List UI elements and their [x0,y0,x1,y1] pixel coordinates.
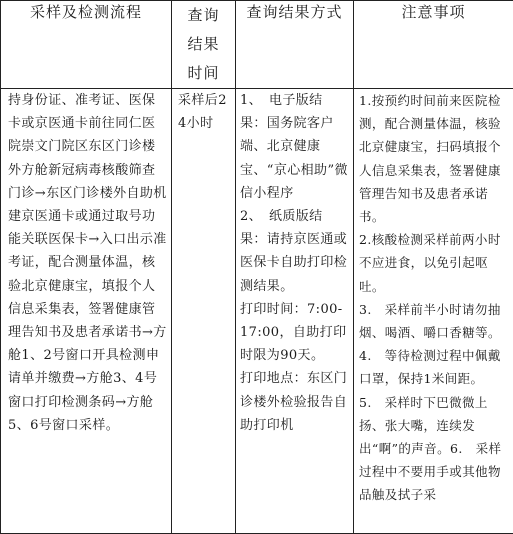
process-text: 持身份证、准考证、医保卡或京医通卡前往同仁医院崇文门院区东区门诊楼外方舱新冠病毒核酸筛查门诊→东区门诊楼外自助机建京医通卡或通过取号功能关联医保卡→入口出示准考证，配合测量体温，核验北京健康宝，填报个人信息采集表，签署健康管理告知书及患者承诺书→方舱1、2号窗口开具检测申请单并缴费→方舱3、4号窗口打印检测条码→方舱5、6号窗口采样。 [1,89,171,437]
header-process: 采样及检测流程 [1,1,172,89]
header-result-method: 查询结果方式 [236,1,354,89]
content-row [1,89,513,534]
method-print-time: 打印时间：7:00-17:00，自助打印时限为90天。 [240,298,349,368]
header-row [1,1,513,89]
process-cell [1,89,172,534]
note-4: 4. 等待检测过程中佩戴口罩，保持1米间距。 [359,344,507,390]
header-notes: 注意事项 [354,1,513,89]
method-paper: 2、 纸质版结果：请持京医通或医保卡自助打印检测结果。 [240,205,349,298]
method-block [236,89,353,437]
method-electronic: 1、 电子版结果：国务院客户端、北京健康宝、“京心相助”微信小程序 [240,89,349,205]
notes-cell [354,89,513,534]
time-cell [172,89,236,534]
header-result-time-label: 查询结果时间 [172,1,235,88]
note-1: 1.按预约时间前来医院检测，配合测量体温，核验北京健康宝，扫码填报个人信息采集表，签署健康管理告知书及患者承诺书。 [359,89,507,228]
note-5: 5. 采样时下巴微微上扬、张大嘴，连续发出“啊”的声音。6. 采样过程中不要用手或其他物品触及拭子采 [359,391,507,507]
time-text: 采样后24小时 [172,89,235,135]
note-3: 3. 采样前半小时请勿抽烟、喝酒、嚼口香糖等。 [359,298,507,344]
method-cell [236,89,354,534]
method-print-place: 打印地点：东区门诊楼外检验报告自助打印机 [240,367,349,437]
notes-block [354,89,513,507]
header-result-time [172,1,236,89]
note-2: 2.核酸检测采样前两小时不应进食，以免引起呕吐。 [359,228,507,298]
